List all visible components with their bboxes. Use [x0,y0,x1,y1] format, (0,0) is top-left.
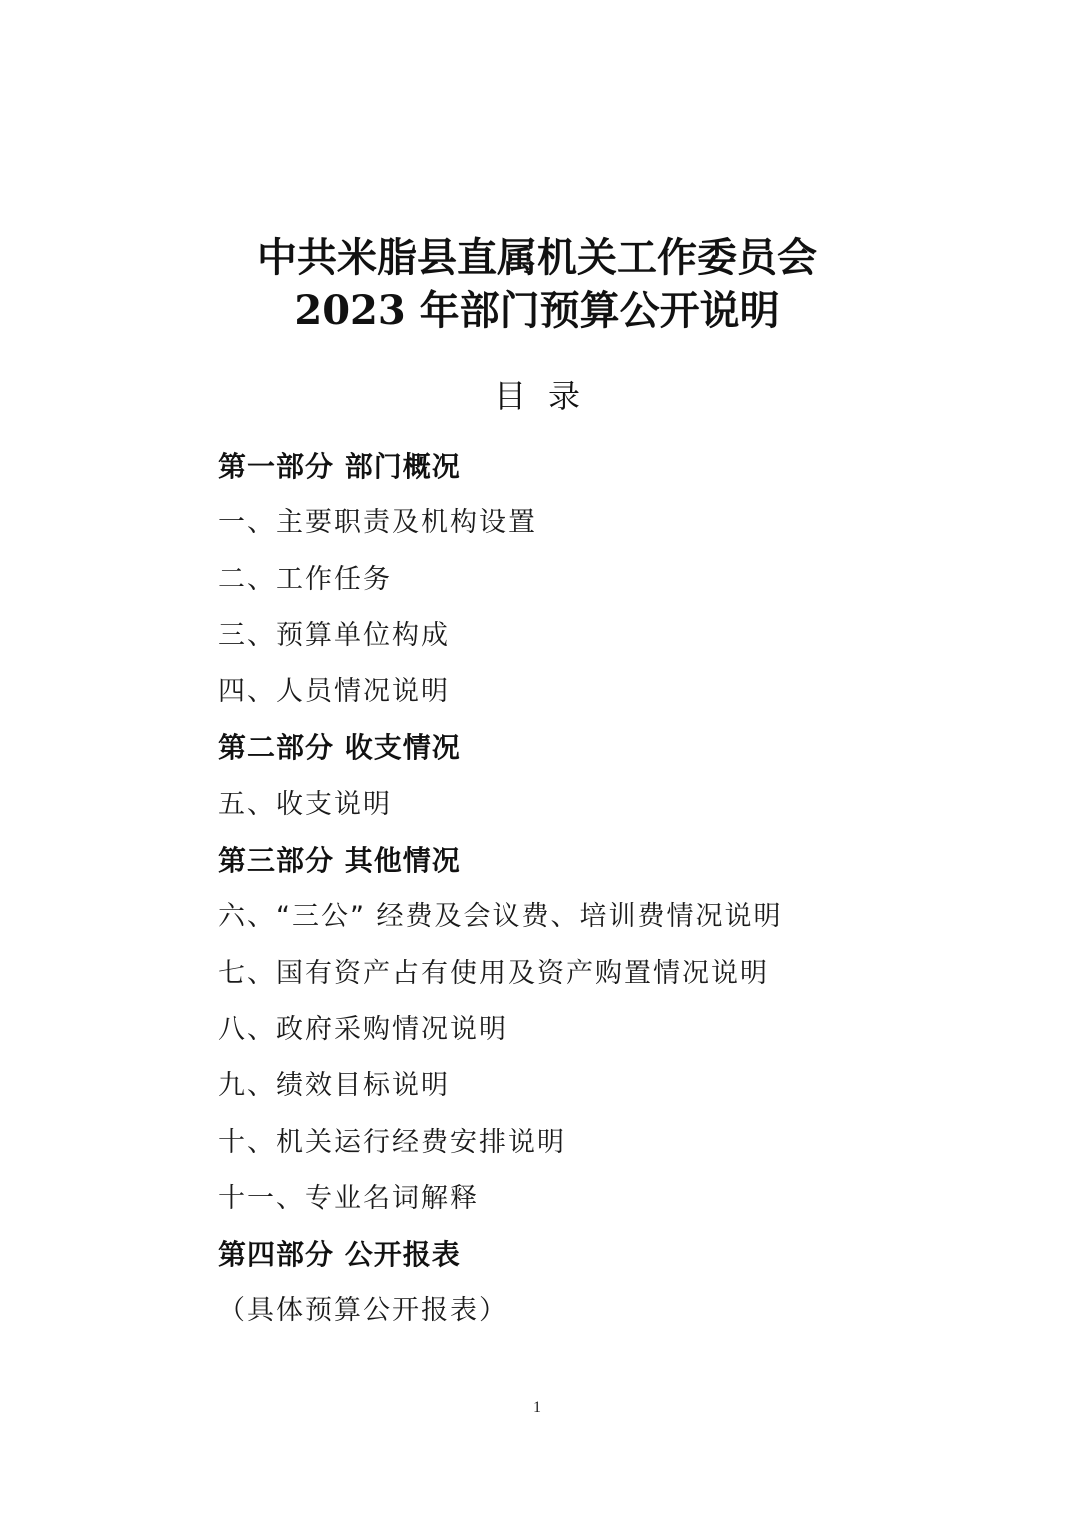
toc-entry: 三、预算单位构成 [218,619,450,651]
toc-entry: 二、工作任务 [218,563,392,595]
document-title-line-1: 中共米脂县直属机关工作委员会 [257,234,817,281]
toc-entry: （具体预算公开报表） [218,1295,508,1327]
toc-entry: 四、人员情况说明 [218,676,450,708]
toc-entry: 八、政府采购情况说明 [218,1013,508,1045]
document-title-line-2: 2023 年部门预算公开说明 [294,287,780,334]
page-number: 1 [533,1399,541,1416]
toc-entry: 九、绩效目标说明 [218,1070,450,1102]
toc-entry: 七、国有资产占有使用及资产购置情况说明 [218,957,769,989]
toc-part-heading: 第二部分 收支情况 [218,731,461,765]
table-of-contents [218,444,1038,1345]
toc-entry: 十一、专业名词解释 [218,1182,479,1214]
toc-part-heading: 第一部分 部门概况 [218,450,461,483]
toc-entry: 五、收支说明 [218,788,392,820]
toc-entry: 六、“三公” 经费及会议费、培训费情况说明 [218,901,783,933]
toc-part-heading: 第三部分 其他情况 [218,844,461,878]
toc-heading: 目录 [493,377,602,415]
toc-entry: 十、机关运行经费安排说明 [218,1126,566,1158]
toc-entry: 一、主要职责及机构设置 [218,507,537,539]
toc-part-heading: 第四部分 公开报表 [218,1238,461,1272]
